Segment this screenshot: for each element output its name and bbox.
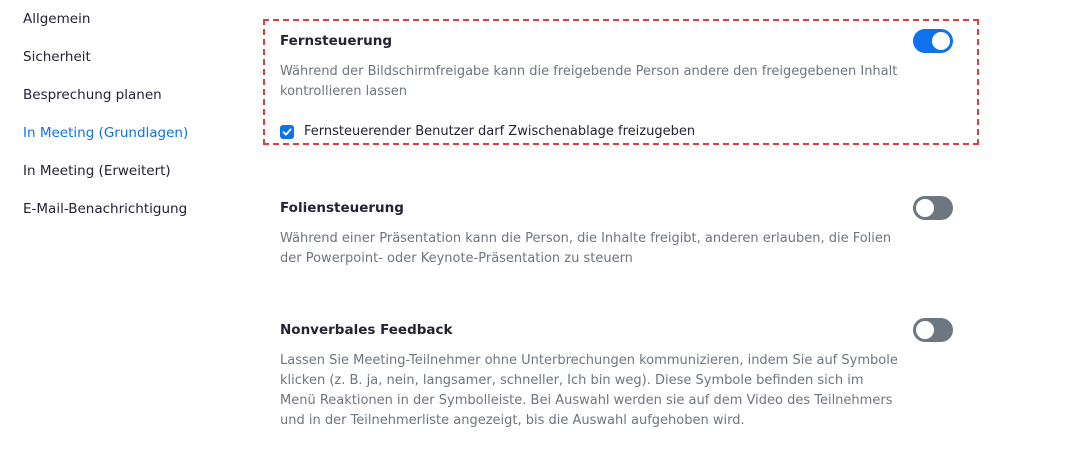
sidebar-item-in-meeting-grundlagen[interactable]: In Meeting (Grundlagen) (23, 125, 189, 141)
checkmark-icon (282, 127, 292, 137)
slide-control-title: Foliensteuerung (280, 200, 404, 216)
slide-control-description: Während einer Präsentation kann die Person, die Inhalte freigibt, anderen erlauben, die Folien der Powerpoint- oder Keynote-Präsentation zu steuern (280, 231, 892, 266)
clipboard-checkbox-label: Fernsteuerender Benutzer darf Zwischenablage freizugeben (304, 124, 696, 139)
clipboard-checkbox-row (280, 123, 695, 141)
clipboard-checkbox[interactable] (280, 125, 294, 139)
sidebar-item-allgemein[interactable]: Allgemein (23, 11, 91, 27)
sidebar-item-sicherheit[interactable]: Sicherheit (23, 49, 91, 65)
sidebar-item-email-benachrichtigung[interactable]: E-Mail-Benachrichtigung (23, 201, 188, 217)
sidebar-item-in-meeting-erweitert[interactable]: In Meeting (Erweitert) (23, 163, 171, 179)
toggle-knob (916, 199, 934, 217)
nonverbal-feedback-toggle[interactable] (913, 318, 953, 342)
sidebar-item-besprechung-planen[interactable]: Besprechung planen (23, 87, 162, 103)
nonverbal-feedback-description: Lassen Sie Meeting-Teilnehmer ohne Unterbrechungen kommunizieren, indem Sie auf Symbole klicken (z. B. ja, nein, langsamer, schneller, Ich bin weg). Diese Symbole befinden sich im Menü Reaktionen in der Symbolleiste. Bei Auswahl werden sie auf dem Video des Teilnehmers und in der Teilnehmerliste angezeigt, bis die Auswahl aufgehoben wird. (280, 353, 898, 428)
slide-control-toggle[interactable] (913, 196, 953, 220)
remote-control-title: Fernsteuerung (280, 33, 393, 49)
nonverbal-feedback-title: Nonverbales Feedback (280, 322, 453, 338)
remote-control-toggle[interactable] (913, 29, 953, 53)
toggle-knob (916, 321, 934, 339)
toggle-knob (932, 32, 950, 50)
remote-control-description: Während der Bildschirmfreigabe kann die freigebende Person andere den freigegebenen Inhalt kontrollieren lassen (280, 64, 898, 99)
